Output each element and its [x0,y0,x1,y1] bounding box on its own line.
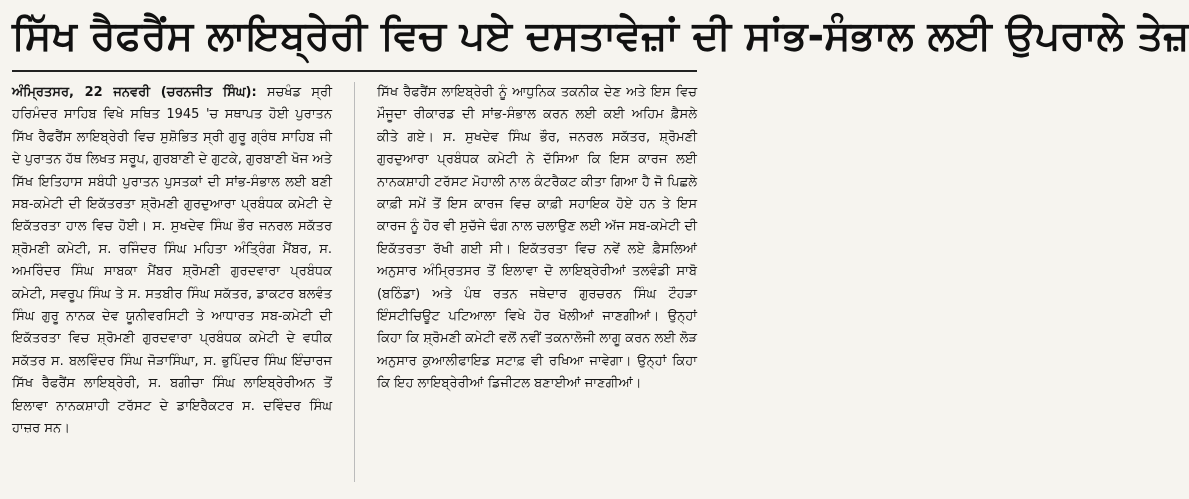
article-column-1 [12,82,332,482]
article-body [12,82,697,482]
column-1-text: ਸਚਖੰਡ ਸ੍ਰੀ ਹਰਿਮੰਦਰ ਸਾਹਿਬ ਵਿਖੇ ਸਥਿਤ 1945 'ਚ ਸਥਾਪਤ ਹੋਈ ਪੁਰਾਤਨ ਸਿੱਖ ਰੈਫਰੈਂਸ ਲਾਇਬ੍ਰੇਰੀ ਵਿਚ ਸੁਸ਼ੋਭਿਤ ਸ੍ਰੀ ਗੁਰੂ ਗ੍ਰੰਥ ਸਾਹਿਬ ਜੀ ਦੇ ਪੁਰਾਤਨ ਹੱਥ ਲਿਖਤ ਸਰੂਪ, ਗੁਰਬਾਣੀ ਦੇ ਗੁਟਕੇ, ਗੁਰਬਾਣੀ ਖੋਜ ਅਤੇ ਸਿੱਖ ਇਤਿਹਾਸ ਸਬੰਧੀ ਪੁਰਾਤਨ ਪੁਸਤਕਾਂ ਦੀ ਸਾਂਭ-ਸੰਭਾਲ ਲਈ ਬਣੀ ਸਬ-ਕਮੇਟੀ ਦੀ ਇਕੱਤਰਤਾ ਸ਼੍ਰੋਮਣੀ ਗੁਰਦੁਆਰਾ ਪ੍ਰਬੰਧਕ ਕਮੇਟੀ ਦੇ ਇਕੱਤਰਤਾ ਹਾਲ ਵਿਚ ਹੋਈ। ਸ. ਸੁਖਦੇਵ ਸਿੰਘ ਭੌਰ ਜਨਰਲ ਸਕੱਤਰ ਸ਼੍ਰੋਮਣੀ ਕਮੇਟੀ, ਸ. ਰਜਿੰਦਰ ਸਿੰਘ ਮਹਿਤਾ ਅੰਤ੍ਰਿੰਗ ਮੈਂਬਰ, ਸ. ਅਮਰਿੰਦਰ ਸਿੰਘ ਸਾਬਕਾ ਮੈਂਬਰ ਸ਼੍ਰੋਮਣੀ ਗੁਰਦਵਾਰਾ ਪ੍ਰਬੰਧਕ ਕਮੇਟੀ, ਸਵਰੂਪ ਸਿੰਘ ਤੇ ਸ. ਸਤਬੀਰ ਸਿੰਘ ਸਕੱਤਰ, ਡਾਕਟਰ ਬਲਵੰਤ ਸਿੰਘ ਗੁਰੂ ਨਾਨਕ ਦੇਵ ਯੂਨੀਵਰਸਿਟੀ ਤੇ ਆਧਾਰਤ ਸਬ-ਕਮੇਟੀ ਦੀ ਇਕੱਤਰਤਾ ਵਿਚ ਸ਼੍ਰੋਮਣੀ ਗੁਰਦਵਾਰਾ ਪ੍ਰਬੰਧਕ ਕਮੇਟੀ ਦੇ ਵਧੀਕ ਸਕੱਤਰ ਸ. ਬਲਵਿੰਦਰ ਸਿੰਘ ਜੋੜਾਸਿੰਘਾ, ਸ. ਭੁਪਿੰਦਰ ਸਿੰਘ ਇੰਚਾਰਜ ਸਿੱਖ ਰੈਫਰੈਂਸ ਲਾਇਬ੍ਰੇਰੀ, ਸ. ਬਗੀਚਾ ਸਿੰਘ ਲਾਇਬ੍ਰੇਰੀਅਨ ਤੋਂ ਇਲਾਵਾ ਨਾਨਕਸ਼ਾਹੀ ਟਰੱਸਟ ਦੇ ਡਾਇਰੈਕਟਰ ਸ. ਦਵਿੰਦਰ ਸਿੰਘ ਹਾਜ਼ਰ ਸਨ। [12,85,332,437]
column-2-text: ਸਿੱਖ ਰੈਫਰੈਂਸ ਲਾਇਬ੍ਰੇਰੀ ਨੂੰ ਆਧੁਨਿਕ ਤਕਨੀਕ ਦੇਣ ਅਤੇ ਇਸ ਵਿਚ ਮੌਜੂਦਾ ਰੀਕਾਰਡ ਦੀ ਸਾਂਭ-ਸੰਭਾਲ ਕਰਨ ਲਈ ਕਈ ਅਹਿਮ ਫ਼ੈਸਲੇ ਕੀਤੇ ਗਏ। ਸ. ਸੁਖਦੇਵ ਸਿੰਘ ਭੌਰ, ਜਨਰਲ ਸਕੱਤਰ, ਸ਼੍ਰੋਮਣੀ ਗੁਰਦੁਆਰਾ ਪ੍ਰਬੰਧਕ ਕਮੇਟੀ ਨੇ ਦੱਸਿਆ ਕਿ ਇਸ ਕਾਰਜ ਲਈ ਨਾਨਕਸ਼ਾਹੀ ਟਰੱਸਟ ਮੋਹਾਲੀ ਨਾਲ ਕੰਟਰੈਕਟ ਕੀਤਾ ਗਿਆ ਹੈ ਜੋ ਪਿਛਲੇ ਕਾਫ਼ੀ ਸਮੇਂ ਤੋਂ ਇਸ ਕਾਰਜ ਵਿਚ ਕਾਫ਼ੀ ਸਹਾਇਕ ਹੋਏ ਹਨ ਤੇ ਇਸ ਕਾਰਜ ਨੂੰ ਹੋਰ ਵੀ ਸੁਚੱਜੇ ਢੰਗ ਨਾਲ ਚਲਾਉਣ ਲਈ ਅੱਜ ਸਬ-ਕਮੇਟੀ ਦੀ ਇਕੱਤਰਤਾ ਰੱਖੀ ਗਈ ਸੀ। ਇਕੱਤਰਤਾ ਵਿਚ ਨਵੇਂ ਲਏ ਫ਼ੈਸਲਿਆਂ ਅਨੁਸਾਰ ਅੰਮ੍ਰਿਤਸਰ ਤੋਂ ਇਲਾਵਾ ਦੋ ਲਾਇਬ੍ਰੇਰੀਆਂ ਤਲਵੰਡੀ ਸਾਬੋ (ਬਠਿੰਡਾ) ਅਤੇ ਪੰਥ ਰਤਨ ਜਥੇਦਾਰ ਗੁਰਚਰਨ ਸਿੰਘ ਟੌਹੜਾ ਇੰਸਟੀਚਿਊਟ ਪਟਿਆਲਾ ਵਿਖੇ ਹੋਰ ਖੋਲੀਆਂ ਜਾਣਗੀਆਂ। ਉਨ੍ਹਾਂ ਕਿਹਾ ਕਿ ਸ਼੍ਰੋਮਣੀ ਕਮੇਟੀ ਵਲੋਂ ਨਵੀਂ ਤਕਨਾਲੋਜੀ ਲਾਗੂ ਕਰਨ ਲਈ ਲੋੜ ਅਨੁਸਾਰ ਕੁਆਲੀਫਾਇਡ ਸਟਾਫ਼ ਵੀ ਰਖਿਆ ਜਾਵੇਗਾ। ਉਨ੍ਹਾਂ ਕਿਹਾ ਕਿ ਇਹ ਲਾਇਬ੍ਰੇਰੀਆਂ ਡਿਜੀਟਲ ਬਣਾਈਆਂ ਜਾਣਗੀਆਂ। [377,85,697,392]
article-headline: ਸਿੱਖ ਰੈਫਰੈਂਸ ਲਾਇਬ੍ਰੇਰੀ ਵਿਚ ਪਏ ਦਸਤਾਵੇਜ਼ਾਂ ਦੀ ਸਾਂਭ-ਸੰਭਾਲ ਲਈ ਉਪਰਾਲੇ ਤੇਜ਼ [12,13,1189,59]
paragraph-1 [12,82,332,441]
headline-divider [12,70,697,72]
dateline: ਅੰਮ੍ਰਿਤਸਰ, 22 ਜਨਵਰੀ (ਚਰਨਜੀਤ ਸਿੰਘ): [12,85,257,100]
column-divider [354,82,355,482]
article-column-2 [377,82,697,482]
